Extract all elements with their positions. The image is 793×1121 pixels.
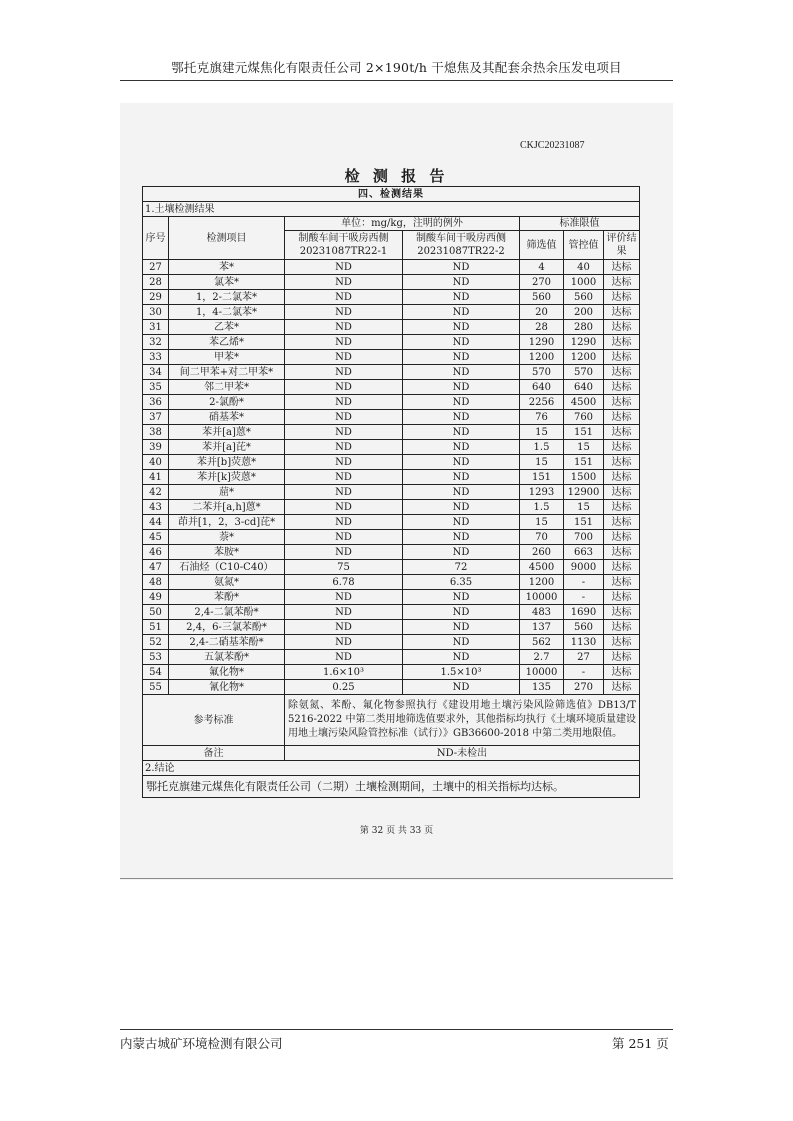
row-control-value: 1500 xyxy=(564,470,604,485)
row-seq: 48 xyxy=(143,575,169,590)
table-row xyxy=(143,650,640,665)
row-seq: 44 xyxy=(143,515,169,530)
row-screen-value: 76 xyxy=(520,410,564,425)
row-sample-1: ND xyxy=(285,515,403,530)
reference-text: 除氨氮、苯酚、氟化物参照执行《建设用地土壤污染风险筛选值》DB13/T 5216-2022 中第二类用地筛选值要求外，其他指标均执行《土壤环境质量建设用地土壤污染风险管控标准（试行）》GB36600-2018 中第二类用地限值。 xyxy=(285,695,640,746)
row-evaluation: 达标 xyxy=(604,455,640,470)
row-evaluation: 达标 xyxy=(604,650,640,665)
remarks-text: ND-未检出 xyxy=(285,746,640,761)
row-screen-value: 270 xyxy=(520,275,564,290)
row-control-value: 151 xyxy=(564,425,604,440)
row-evaluation: 达标 xyxy=(604,395,640,410)
row-seq: 31 xyxy=(143,320,169,335)
row-screen-value: 10000 xyxy=(520,590,564,605)
row-item: 邻二甲苯* xyxy=(169,380,285,395)
table-row xyxy=(143,350,640,365)
row-control-value: 9000 xyxy=(564,560,604,575)
table-row xyxy=(143,560,640,575)
row-item: 间二甲苯+对二甲苯* xyxy=(169,365,285,380)
row-sample-1: ND xyxy=(285,500,403,515)
table-row xyxy=(143,635,640,650)
row-sample-1: ND xyxy=(285,620,403,635)
row-control-value: 1690 xyxy=(564,605,604,620)
row-evaluation: 达标 xyxy=(604,365,640,380)
header-seq: 序号 xyxy=(143,217,169,260)
row-control-value: 12900 xyxy=(564,485,604,500)
row-sample-1: ND xyxy=(285,260,403,275)
row-evaluation: 达标 xyxy=(604,350,640,365)
row-item: 二苯并[a,h]蒽* xyxy=(169,500,285,515)
row-sample-1: ND xyxy=(285,485,403,500)
row-control-value: 760 xyxy=(564,410,604,425)
row-screen-value: 15 xyxy=(520,425,564,440)
row-sample-2: ND xyxy=(403,365,520,380)
row-sample-2: ND xyxy=(403,530,520,545)
table-row xyxy=(143,605,640,620)
row-screen-value: 562 xyxy=(520,635,564,650)
row-item: 1，4-二氯苯* xyxy=(169,305,285,320)
row-control-value: 1290 xyxy=(564,335,604,350)
inner-page-number: 第 32 页 共 33 页 xyxy=(359,826,434,836)
row-evaluation: 达标 xyxy=(604,665,640,680)
row-sample-2: ND xyxy=(403,275,520,290)
row-screen-value: 560 xyxy=(520,290,564,305)
soil-results-table xyxy=(142,186,640,798)
row-evaluation: 达标 xyxy=(604,290,640,305)
row-seq: 32 xyxy=(143,335,169,350)
row-sample-1: ND xyxy=(285,275,403,290)
table-row xyxy=(143,545,640,560)
table-row xyxy=(143,335,640,350)
row-evaluation: 达标 xyxy=(604,515,640,530)
row-control-value: 570 xyxy=(564,365,604,380)
row-sample-2: ND xyxy=(403,605,520,620)
table-row xyxy=(143,455,640,470)
row-seq: 30 xyxy=(143,305,169,320)
table-row xyxy=(143,275,640,290)
row-item: 苯并[b]荧蒽* xyxy=(169,455,285,470)
row-control-value: 1200 xyxy=(564,350,604,365)
row-control-value: 560 xyxy=(564,620,604,635)
row-sample-1: ND xyxy=(285,320,403,335)
row-sample-2: ND xyxy=(403,590,520,605)
table-row xyxy=(143,500,640,515)
row-seq: 43 xyxy=(143,500,169,515)
row-item: 苯并[a]蒽* xyxy=(169,425,285,440)
row-screen-value: 2.7 xyxy=(520,650,564,665)
row-sample-2: ND xyxy=(403,515,520,530)
row-item: 苯* xyxy=(169,260,285,275)
row-item: 䓛* xyxy=(169,485,285,500)
row-sample-2: ND xyxy=(403,455,520,470)
row-evaluation: 达标 xyxy=(604,620,640,635)
row-sample-2: ND xyxy=(403,440,520,455)
row-seq: 49 xyxy=(143,590,169,605)
row-seq: 33 xyxy=(143,350,169,365)
row-control-value: 640 xyxy=(564,380,604,395)
table-row xyxy=(143,305,640,320)
row-evaluation: 达标 xyxy=(604,425,640,440)
row-sample-1: ND xyxy=(285,650,403,665)
row-sample-2: ND xyxy=(403,410,520,425)
row-screen-value: 4 xyxy=(520,260,564,275)
row-screen-value: 28 xyxy=(520,320,564,335)
row-evaluation: 达标 xyxy=(604,500,640,515)
row-seq: 47 xyxy=(143,560,169,575)
header-control-value: 管控值 xyxy=(564,231,604,260)
row-evaluation: 达标 xyxy=(604,380,640,395)
row-evaluation: 达标 xyxy=(604,530,640,545)
row-seq: 27 xyxy=(143,260,169,275)
report-title: 检 测 报 告 xyxy=(344,167,449,185)
table-row xyxy=(143,260,640,275)
row-seq: 55 xyxy=(143,680,169,695)
header-sample-1: 制酸车间干吸房西侧 20231087TR22-1 xyxy=(285,231,403,260)
row-item: 苯并[k]荧蒽* xyxy=(169,470,285,485)
row-evaluation: 达标 xyxy=(604,275,640,290)
row-evaluation: 达标 xyxy=(604,485,640,500)
table-row xyxy=(143,680,640,695)
row-evaluation: 达标 xyxy=(604,545,640,560)
row-sample-2: ND xyxy=(403,485,520,500)
row-sample-2: 72 xyxy=(403,560,520,575)
row-screen-value: 151 xyxy=(520,470,564,485)
row-seq: 29 xyxy=(143,290,169,305)
table-row xyxy=(143,410,640,425)
row-item: 苯胺* xyxy=(169,545,285,560)
row-sample-1: ND xyxy=(285,380,403,395)
row-screen-value: 1.5 xyxy=(520,440,564,455)
row-screen-value: 2256 xyxy=(520,395,564,410)
row-sample-1: ND xyxy=(285,635,403,650)
row-evaluation: 达标 xyxy=(604,605,640,620)
page-header-project-title: 鄂托克旗建元煤焦化有限责任公司 2×190t/h 干熄焦及其配套余热余压发电项目 xyxy=(171,60,622,75)
row-sample-2: ND xyxy=(403,680,520,695)
table-row xyxy=(143,515,640,530)
section-title: 四、检测结果 xyxy=(143,187,640,202)
row-sample-1: ND xyxy=(285,605,403,620)
row-seq: 52 xyxy=(143,635,169,650)
row-control-value: - xyxy=(564,590,604,605)
row-item: 1，2-二氯苯* xyxy=(169,290,285,305)
row-item: 石油烃（C10-C40） xyxy=(169,560,285,575)
row-screen-value: 483 xyxy=(520,605,564,620)
report-code: CKJC20231087 xyxy=(520,140,585,151)
header-item: 检测项目 xyxy=(169,217,285,260)
row-sample-2: ND xyxy=(403,305,520,320)
row-screen-value: 640 xyxy=(520,380,564,395)
row-evaluation: 达标 xyxy=(604,470,640,485)
row-control-value: 151 xyxy=(564,515,604,530)
row-sample-1: 0.25 xyxy=(285,680,403,695)
row-item: 氯苯* xyxy=(169,275,285,290)
row-seq: 45 xyxy=(143,530,169,545)
row-control-value: 280 xyxy=(564,320,604,335)
row-screen-value: 135 xyxy=(520,680,564,695)
row-sample-1: ND xyxy=(285,455,403,470)
footer-divider xyxy=(120,1029,673,1030)
row-item: 五氯苯酚* xyxy=(169,650,285,665)
row-sample-2: ND xyxy=(403,425,520,440)
row-sample-1: 6.78 xyxy=(285,575,403,590)
table-row xyxy=(143,290,640,305)
footer-company: 内蒙古城矿环境检测有限公司 xyxy=(120,1036,283,1051)
row-sample-1: ND xyxy=(285,425,403,440)
row-control-value: 200 xyxy=(564,305,604,320)
row-seq: 46 xyxy=(143,545,169,560)
row-screen-value: 70 xyxy=(520,530,564,545)
row-control-value: - xyxy=(564,665,604,680)
row-control-value: 15 xyxy=(564,500,604,515)
scan-bottom-edge xyxy=(120,878,673,879)
row-seq: 35 xyxy=(143,380,169,395)
row-sample-1: ND xyxy=(285,305,403,320)
row-sample-2: ND xyxy=(403,350,520,365)
row-seq: 50 xyxy=(143,605,169,620)
row-seq: 42 xyxy=(143,485,169,500)
row-evaluation: 达标 xyxy=(604,440,640,455)
row-sample-2: ND xyxy=(403,380,520,395)
row-item: 2,4-二硝基苯酚* xyxy=(169,635,285,650)
row-evaluation: 达标 xyxy=(604,560,640,575)
row-sample-1: ND xyxy=(285,395,403,410)
table-row xyxy=(143,365,640,380)
row-seq: 37 xyxy=(143,410,169,425)
row-control-value: 151 xyxy=(564,455,604,470)
row-screen-value: 1200 xyxy=(520,575,564,590)
row-control-value: 4500 xyxy=(564,395,604,410)
row-item: 2-氯酚* xyxy=(169,395,285,410)
row-screen-value: 10000 xyxy=(520,665,564,680)
table-row xyxy=(143,620,640,635)
row-evaluation: 达标 xyxy=(604,410,640,425)
row-sample-1: ND xyxy=(285,290,403,305)
table-row xyxy=(143,380,640,395)
row-sample-2: ND xyxy=(403,620,520,635)
row-sample-1: ND xyxy=(285,335,403,350)
row-item: 苯乙烯* xyxy=(169,335,285,350)
row-evaluation: 达标 xyxy=(604,635,640,650)
row-seq: 53 xyxy=(143,650,169,665)
row-item: 氨氮* xyxy=(169,575,285,590)
row-sample-1: ND xyxy=(285,590,403,605)
row-evaluation: 达标 xyxy=(604,680,640,695)
row-control-value: 15 xyxy=(564,440,604,455)
row-control-value: 560 xyxy=(564,290,604,305)
row-sample-2: 1.5×10³ xyxy=(403,665,520,680)
row-seq: 39 xyxy=(143,440,169,455)
row-sample-1: 75 xyxy=(285,560,403,575)
row-screen-value: 570 xyxy=(520,365,564,380)
header-sample-2: 制酸车间干吸房西侧 20231087TR22-2 xyxy=(403,231,520,260)
row-sample-1: ND xyxy=(285,410,403,425)
row-control-value: 663 xyxy=(564,545,604,560)
row-sample-1: ND xyxy=(285,365,403,380)
reference-label: 参考标准 xyxy=(143,695,285,746)
row-item: 甲苯* xyxy=(169,350,285,365)
row-sample-2: ND xyxy=(403,290,520,305)
row-item: 2,4-二氯苯酚* xyxy=(169,605,285,620)
row-evaluation: 达标 xyxy=(604,305,640,320)
row-evaluation: 达标 xyxy=(604,335,640,350)
table-row xyxy=(143,320,640,335)
row-control-value: 270 xyxy=(564,680,604,695)
row-control-value: 1130 xyxy=(564,635,604,650)
row-control-value: 700 xyxy=(564,530,604,545)
row-control-value: 27 xyxy=(564,650,604,665)
row-sample-2: ND xyxy=(403,320,520,335)
row-sample-2: ND xyxy=(403,335,520,350)
table-row xyxy=(143,425,640,440)
table-row xyxy=(143,485,640,500)
header-unit-note: 单位：mg/kg，注明的例外 xyxy=(285,217,520,231)
row-seq: 38 xyxy=(143,425,169,440)
table-row xyxy=(143,665,640,680)
row-sample-2: ND xyxy=(403,635,520,650)
table-row xyxy=(143,575,640,590)
subsection-title: 1.土壤检测结果 xyxy=(143,202,640,217)
table-row xyxy=(143,470,640,485)
table-row xyxy=(143,395,640,410)
row-screen-value: 20 xyxy=(520,305,564,320)
header-divider xyxy=(120,80,673,81)
header-screen-value: 筛选值 xyxy=(520,231,564,260)
row-sample-1: ND xyxy=(285,530,403,545)
remarks-label: 备注 xyxy=(143,746,285,761)
conclusion-text: 鄂托克旗建元煤焦化有限责任公司（二期）土壤检测期间，土壤中的相关指标均达标。 xyxy=(143,776,640,798)
row-sample-2: ND xyxy=(403,500,520,515)
row-seq: 40 xyxy=(143,455,169,470)
header-evaluation: 评价结果 xyxy=(604,231,640,260)
header-standard: 标准限值 xyxy=(520,217,640,231)
row-item: 茚并[1，2，3-cd]芘* xyxy=(169,515,285,530)
row-sample-1: ND xyxy=(285,545,403,560)
row-item: 乙苯* xyxy=(169,320,285,335)
row-item: 硝基苯* xyxy=(169,410,285,425)
row-screen-value: 260 xyxy=(520,545,564,560)
row-item: 2,4，6-三氯苯酚* xyxy=(169,620,285,635)
row-sample-1: ND xyxy=(285,440,403,455)
row-item: 氟化物* xyxy=(169,665,285,680)
row-evaluation: 达标 xyxy=(604,320,640,335)
row-sample-1: ND xyxy=(285,350,403,365)
row-screen-value: 4500 xyxy=(520,560,564,575)
row-seq: 36 xyxy=(143,395,169,410)
table-row xyxy=(143,440,640,455)
row-seq: 51 xyxy=(143,620,169,635)
row-screen-value: 137 xyxy=(520,620,564,635)
table-row xyxy=(143,590,640,605)
row-seq: 28 xyxy=(143,275,169,290)
row-screen-value: 15 xyxy=(520,455,564,470)
row-screen-value: 1293 xyxy=(520,485,564,500)
row-item: 苯并[a]芘* xyxy=(169,440,285,455)
row-screen-value: 1.5 xyxy=(520,500,564,515)
row-sample-2: ND xyxy=(403,545,520,560)
row-item: 苯酚* xyxy=(169,590,285,605)
row-evaluation: 达标 xyxy=(604,590,640,605)
row-control-value: - xyxy=(564,575,604,590)
row-seq: 54 xyxy=(143,665,169,680)
row-screen-value: 1290 xyxy=(520,335,564,350)
row-seq: 34 xyxy=(143,365,169,380)
footer-page-number: 第 251 页 xyxy=(612,1036,669,1051)
row-sample-2: ND xyxy=(403,470,520,485)
row-item: 氰化物* xyxy=(169,680,285,695)
row-control-value: 40 xyxy=(564,260,604,275)
row-sample-2: ND xyxy=(403,395,520,410)
row-seq: 41 xyxy=(143,470,169,485)
row-evaluation: 达标 xyxy=(604,575,640,590)
row-sample-2: ND xyxy=(403,650,520,665)
row-sample-1: ND xyxy=(285,470,403,485)
conclusion-title: 2.结论 xyxy=(143,761,640,776)
row-control-value: 1000 xyxy=(564,275,604,290)
row-sample-2: ND xyxy=(403,260,520,275)
row-item: 萘* xyxy=(169,530,285,545)
row-evaluation: 达标 xyxy=(604,260,640,275)
row-sample-2: 6.35 xyxy=(403,575,520,590)
row-screen-value: 1200 xyxy=(520,350,564,365)
row-screen-value: 15 xyxy=(520,515,564,530)
table-row xyxy=(143,530,640,545)
row-sample-1: 1.6×10³ xyxy=(285,665,403,680)
